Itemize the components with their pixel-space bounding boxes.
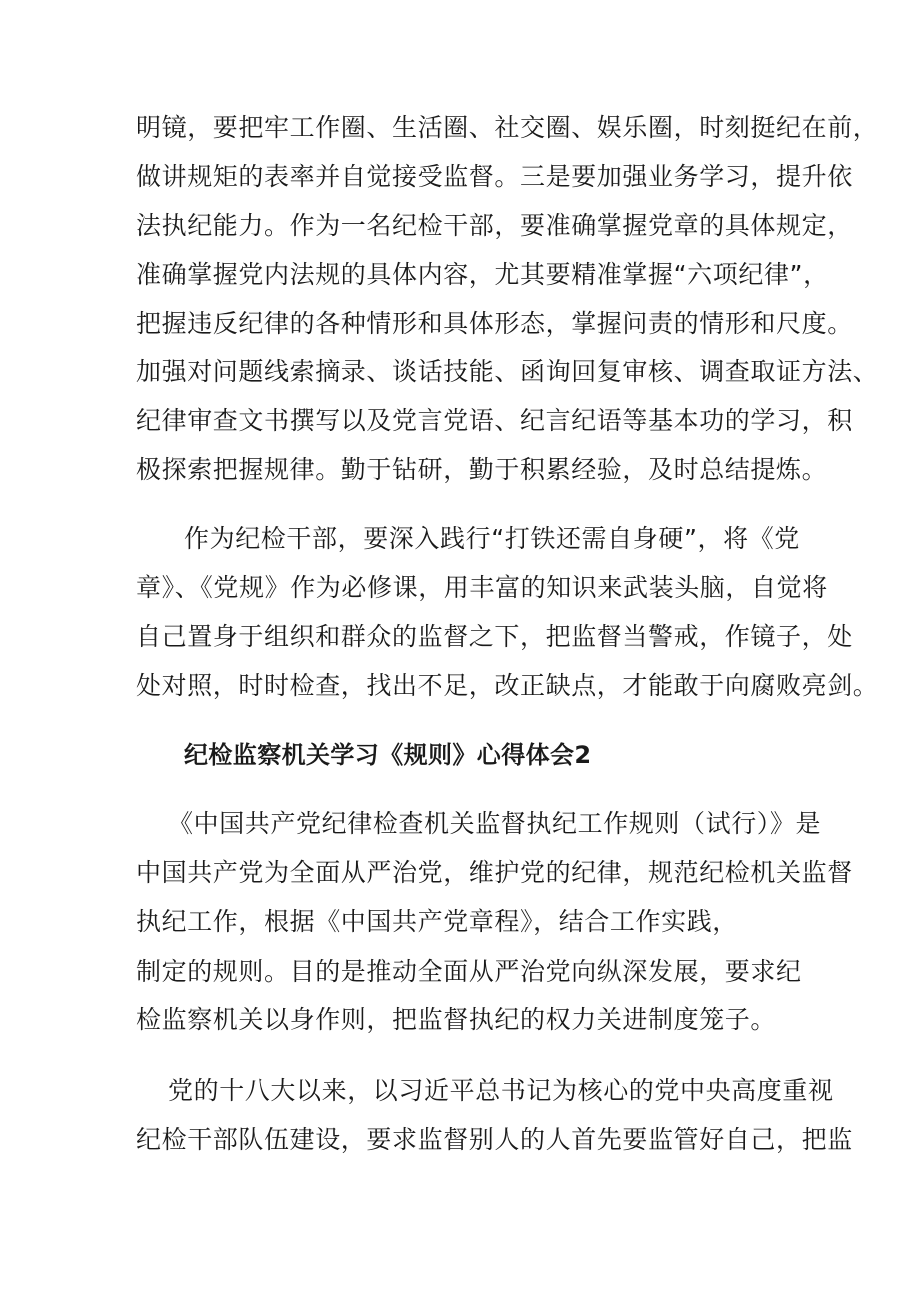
text-line: 法执纪能力。作为一名纪检干部，要准确掌握党章的具体规定，	[136, 211, 853, 240]
text-line: 加强对问题线索摘录、谈话技能、函询回复审核、调查取证方法、	[136, 357, 879, 386]
text-line: 做讲规矩的表率并自觉接受监督。三是要加强业务学习，提升依	[136, 162, 853, 191]
text-line: 明镜，要把牢工作圈、生活圈、社交圈、娱乐圈，时刻挺纪在前，	[136, 113, 879, 142]
text-line: 执纪工作，根据《中国共产党章程》，结合工作实践，	[136, 907, 738, 936]
text-line: 自己置身于组织和群众的监督之下，把监督当警戒，作镜子，处	[136, 622, 853, 651]
text-line: 制定的规则。目的是推动全面从严治党向纵深发展，要求纪	[136, 957, 802, 986]
text-line: 检监察机关以身作则，把监督执纪的权力关进制度笼子。	[136, 1005, 777, 1034]
text-line: 党的十八大以来，以习近平总书记为核心的党中央高度重视	[168, 1076, 834, 1105]
text-line: 章》、《党规》作为必修课，用丰富的知识来武装头脑，自觉将	[136, 573, 828, 602]
text-line: 极探索把握规律。勤于钻研，勤于积累经验，及时总结提炼。	[136, 455, 828, 484]
text-line: 处对照，时时检查，找出不足，改正缺点，才能敢于向腐败亮剑。	[136, 671, 879, 700]
text-line: 中国共产党为全面从严治党，维护党的纪律，规范纪检机关监督	[136, 858, 853, 887]
text-line: 纪律审查文书撰写以及党言党语、纪言纪语等基本功的学习，积	[136, 406, 853, 435]
text-line: 作为纪检干部，要深入践行“打铁还需自身硬”，将《党	[184, 524, 800, 553]
text-line: 把握违反纪律的各种情形和具体形态，掌握问责的情形和尺度。	[136, 309, 853, 338]
section-heading: 纪检监察机关学习《规则》心得体会2	[184, 741, 592, 769]
text-line: 纪检干部队伍建设，要求监督别人的人首先要监管好自己，把监	[136, 1125, 853, 1154]
text-line: 准确掌握党内法规的具体内容，尤其要精准掌握“六项纪律”，	[136, 260, 829, 289]
text-line: 《中国共产党纪律检查机关监督执纪工作规则（试行）》是	[168, 809, 822, 838]
